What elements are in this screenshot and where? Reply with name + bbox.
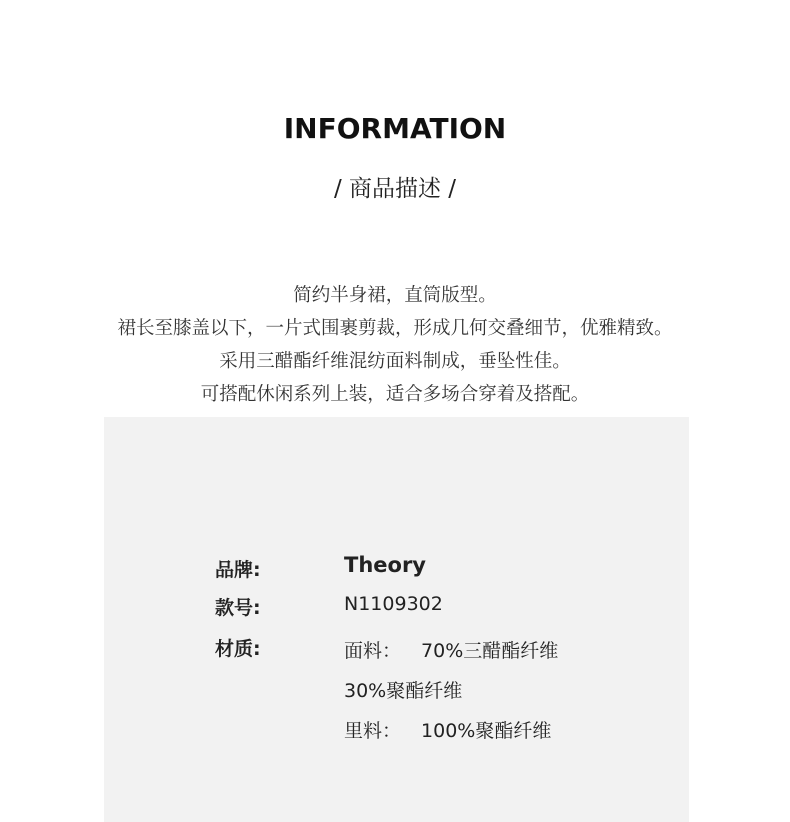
product-description <box>0 279 790 411</box>
material-line-shell <box>344 636 558 663</box>
style-number-label: 款号: <box>215 597 261 619</box>
material-line-lining <box>344 716 551 743</box>
material-value: 70%三醋酯纤维 <box>421 640 559 662</box>
material-value: 30%聚酯纤维 <box>344 680 463 702</box>
description-line: 可搭配休闲系列上装，适合多场合穿着及搭配。 <box>200 384 590 405</box>
material-prefix: 里料： <box>344 720 402 742</box>
info-title: INFORMATION <box>283 112 507 145</box>
spec-panel <box>104 417 689 822</box>
brand-label: 品牌: <box>215 559 261 581</box>
style-number-value: N1109302 <box>344 593 443 615</box>
material-prefix: 面料： <box>344 640 402 662</box>
description-line: 裙长至膝盖以下，一片式围裹剪裁，形成几何交叠细节，优雅精致。 <box>117 318 673 339</box>
material-line-shell-2 <box>344 676 462 703</box>
material-value: 100%聚酯纤维 <box>421 720 552 742</box>
material-label: 材质: <box>215 638 261 660</box>
description-line: 简约半身裙，直筒版型。 <box>293 285 497 306</box>
brand-value: Theory <box>344 553 426 577</box>
section-subtitle: / 商品描述 / <box>333 176 457 202</box>
description-line: 采用三醋酯纤维混纺面料制成，垂坠性佳。 <box>219 351 571 372</box>
